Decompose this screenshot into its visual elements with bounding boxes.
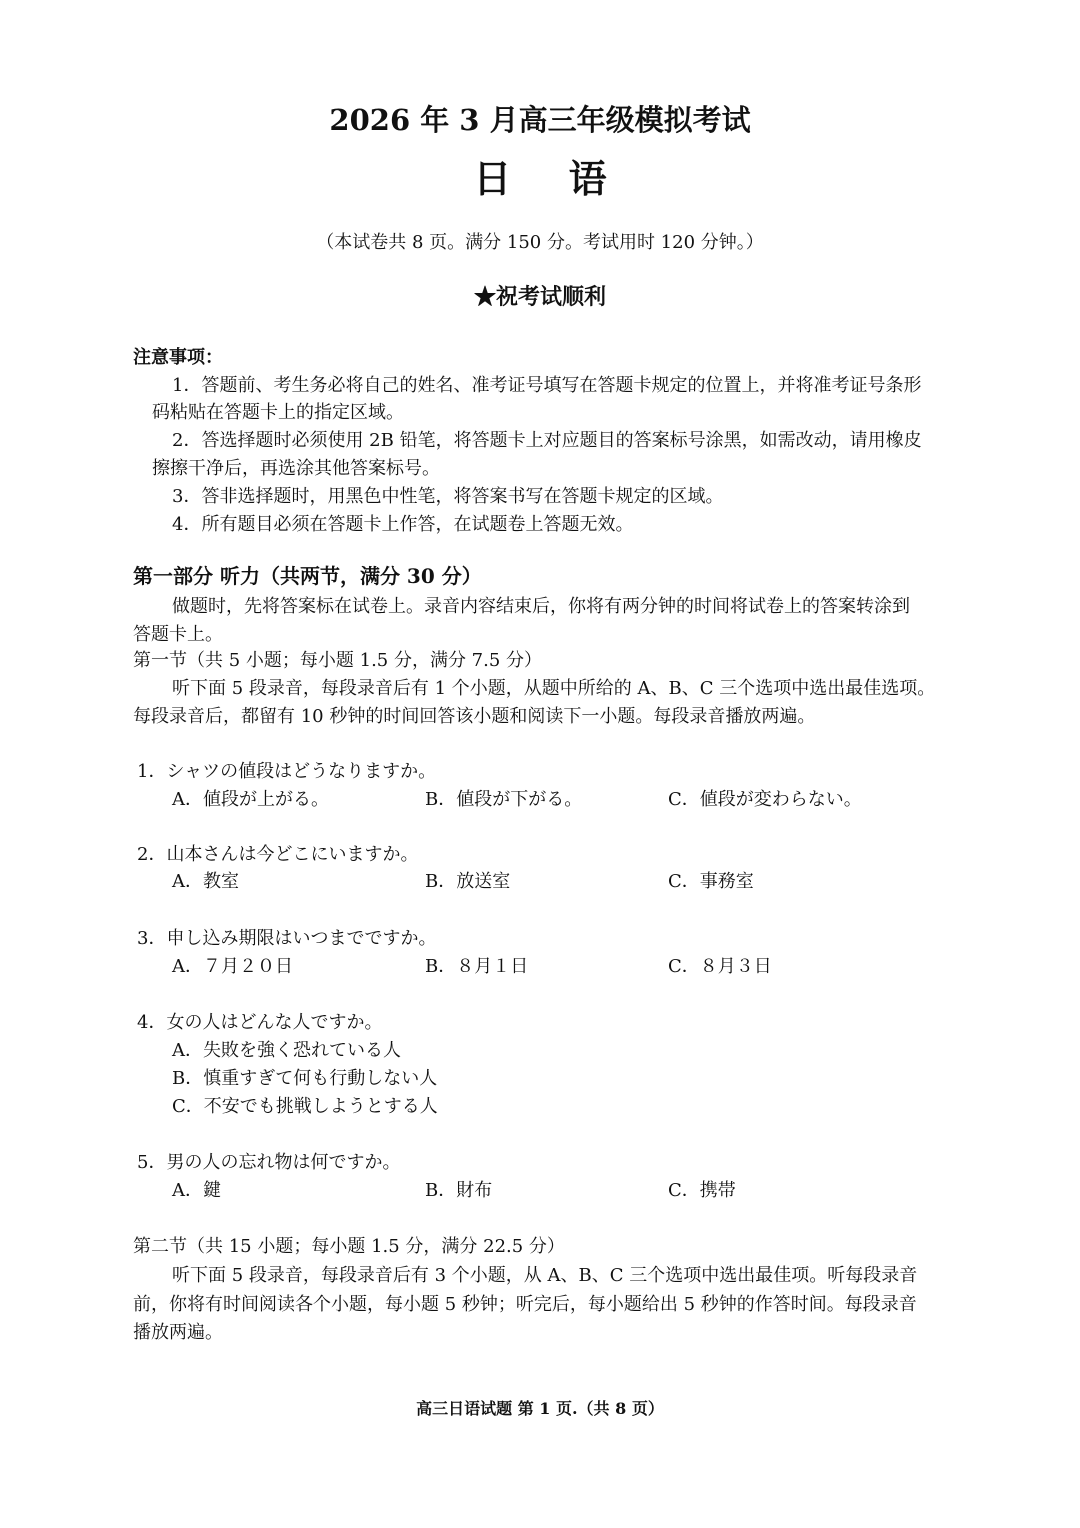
section1-intro-line: 每段录音后，都留有 10 秒钟的时间回答该小题和阅读下一小题。每段录音播放两遍。 bbox=[133, 706, 816, 727]
part1-intro-line: 答题卡上。 bbox=[133, 624, 223, 645]
notice-line: 码粘贴在答题卡上的指定区域。 bbox=[152, 402, 404, 423]
question-1-option-b: B．値段が下がる。 bbox=[425, 789, 583, 810]
question-5-option-c: C．携帯 bbox=[668, 1180, 736, 1201]
question-1: 1．シャツの値段はどうなりますか。 bbox=[137, 761, 437, 782]
question-3-option-c: C．８月３日 bbox=[668, 956, 772, 977]
question-2-option-b: B．放送室 bbox=[425, 871, 511, 892]
question-3: 3．申し込み期限はいつまでですか。 bbox=[137, 928, 437, 949]
subject-title: 日 语 bbox=[473, 156, 629, 201]
notice-line: 2．答选择题时必须使用 2B 铅笔，将答题卡上对应题目的答案标号涂黑，如需改动，请用橡皮 bbox=[172, 430, 922, 451]
question-5-option-b: B．財布 bbox=[425, 1180, 493, 1201]
question-3-option-b: B．８月１日 bbox=[425, 956, 529, 977]
question-4: 4．女の人はどんな人ですか。 bbox=[137, 1012, 383, 1033]
section2-intro-line: 播放两遍。 bbox=[133, 1322, 223, 1343]
exam-info: （本试卷共 8 页。满分 150 分。考试用时 120 分钟。） bbox=[316, 232, 764, 253]
notice-line: 1．答题前、考生务必将自己的姓名、准考证号填写在答题卡规定的位置上，并将准考证号条形 bbox=[172, 375, 922, 396]
good-luck-wish: ★祝考试顺利 bbox=[473, 284, 606, 310]
section1-heading: 第一节（共 5 小题；每小题 1.5 分，满分 7.5 分） bbox=[133, 650, 543, 671]
question-1-option-a: A．値段が上がる。 bbox=[172, 789, 329, 810]
section2-heading: 第二节（共 15 小题；每小题 1.5 分，满分 22.5 分） bbox=[133, 1236, 565, 1257]
question-3-option-a: A．７月２０日 bbox=[172, 956, 293, 977]
question-2: 2．山本さんは今どこにいますか。 bbox=[137, 844, 419, 865]
question-2-option-c: C．事務室 bbox=[668, 871, 754, 892]
notice-line: 3．答非选择题时，用黑色中性笔，将答案书写在答题卡规定的区域。 bbox=[172, 486, 724, 507]
page-footer: 高三日语试题 第 1 页.（共 8 页） bbox=[416, 1399, 664, 1418]
notice-line: 擦擦干净后，再选涂其他答案标号。 bbox=[152, 458, 440, 479]
question-4-option-a: A．失敗を強く恐れている人 bbox=[172, 1040, 401, 1061]
part1-intro-line: 做题时，先将答案标在试卷上。录音内容结束后，你将有两分钟的时间将试卷上的答案转涂到 bbox=[172, 596, 910, 617]
question-4-option-b: B．慎重すぎて何も行動しない人 bbox=[172, 1068, 438, 1089]
notice-line: 4．所有题目必须在答题卡上作答，在试题卷上答题无效。 bbox=[172, 514, 634, 535]
question-5: 5．男の人の忘れ物は何ですか。 bbox=[137, 1152, 401, 1173]
question-1-option-c: C．値段が変わらない。 bbox=[668, 789, 862, 810]
section2-intro-line: 听下面 5 段录音，每段录音后有 3 个小题，从 A、B、C 三个选项中选出最佳项。听每段录音 bbox=[172, 1265, 918, 1286]
notice-heading: 注意事项： bbox=[133, 347, 223, 368]
question-4-option-c: C．不安でも挑戦しようとする人 bbox=[172, 1096, 438, 1117]
section2-intro-line: 前，你将有时间阅读各个小题，每小题 5 秒钟；听完后，每小题给出 5 秒钟的作答时间。每段录音 bbox=[133, 1294, 917, 1315]
part1-heading: 第一部分 听力（共两节，满分 30 分） bbox=[133, 564, 482, 588]
question-5-option-a: A．鍵 bbox=[172, 1180, 221, 1201]
section1-intro-line: 听下面 5 段录音，每段录音后有 1 个小题，从题中所给的 A、B、C 三个选项中选出最佳选项。 bbox=[172, 678, 936, 699]
exam-title: 2026 年 3 月高三年级模拟考试 bbox=[329, 103, 751, 137]
question-2-option-a: A．教室 bbox=[172, 871, 239, 892]
